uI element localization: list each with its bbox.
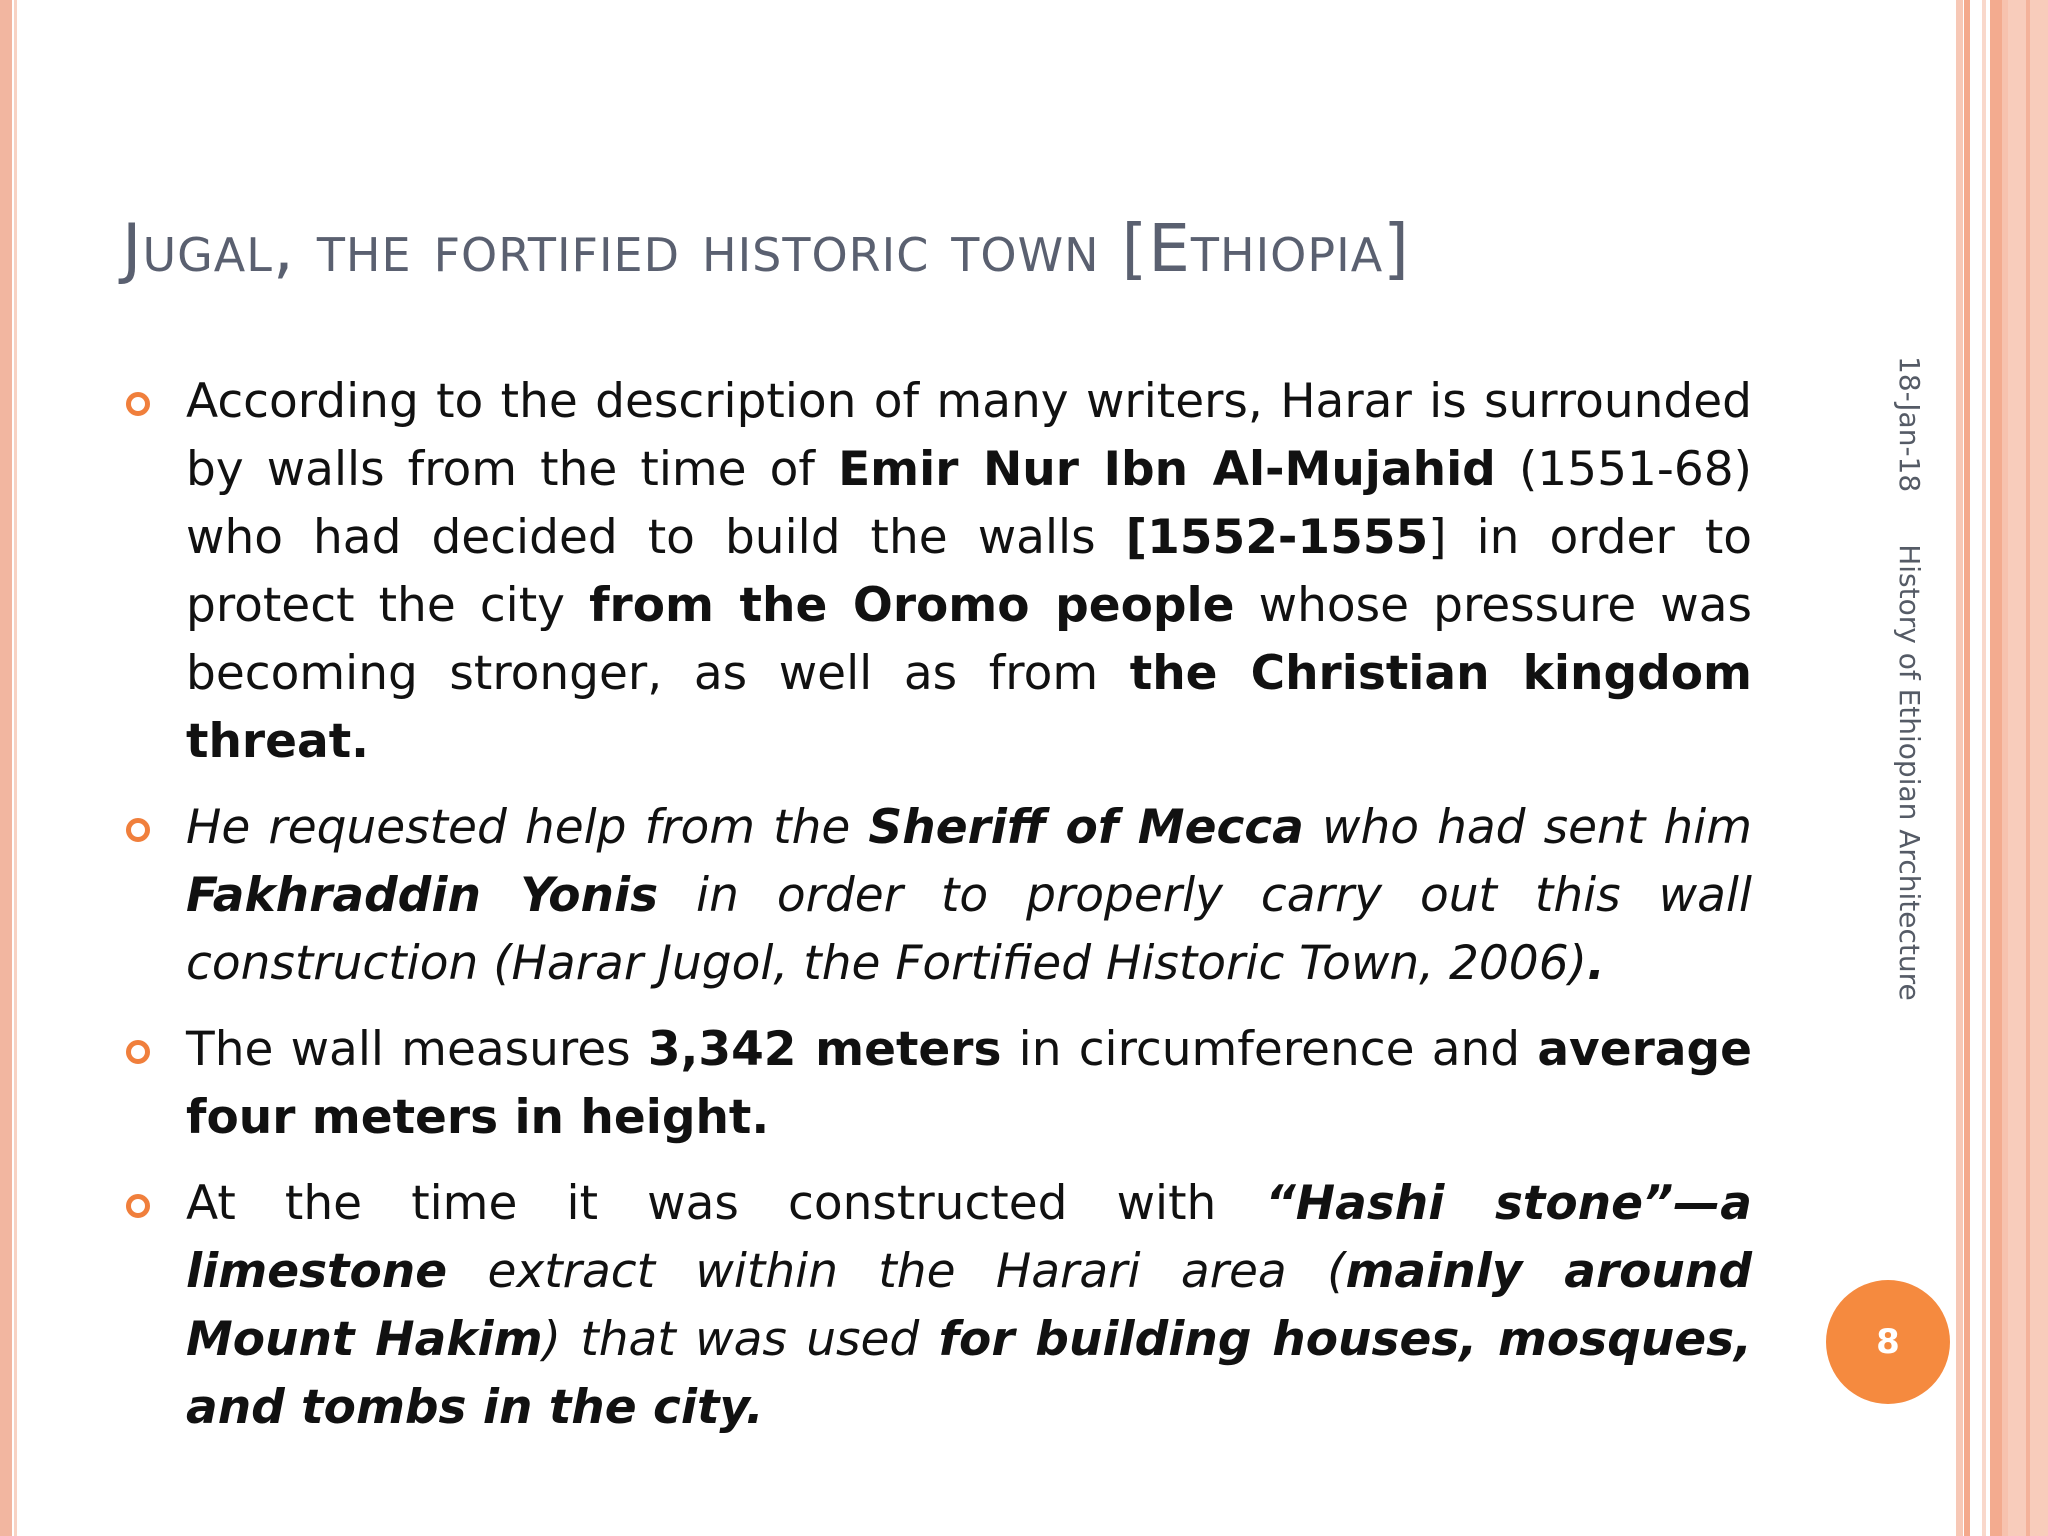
slide-date: 18-Jan-18 [1893, 356, 1926, 493]
bullet-item [122, 794, 1752, 998]
side-label [1893, 356, 1926, 1001]
slide-title: Jugal, the fortified historic town [Ethiopia] [122, 210, 1410, 287]
page-number-badge: 8 [1826, 1280, 1950, 1404]
bullet-text-run: for building houses, mosques, and tombs in the city. [186, 1312, 1752, 1435]
left-border-inner-decoration [14, 0, 17, 1536]
bullet-text-run: ] in order to protect the city [186, 510, 1753, 633]
bullet-text-run: in order to properly carry out this wall construction (Harar Jugol, the Fortified Historic Town, 2006) [186, 868, 1752, 991]
bullet-text-run: (1551-68) who had decided to build the walls [186, 442, 1752, 565]
bullet-item [122, 1016, 1752, 1152]
bullet-text-run: He requested help from the [186, 800, 869, 855]
bullet-text-run: mainly around Mount Hakim [186, 1244, 1752, 1367]
bullet-item [122, 1170, 1752, 1442]
right-stripe-decoration [1990, 0, 2002, 1536]
bullet-text-run: [1552-1555 [1125, 510, 1429, 565]
bullet-text-run: ) that was used [542, 1312, 939, 1367]
bullet-text-run: The wall measures [186, 1022, 648, 1077]
hollow-circle-bullet-icon [126, 392, 150, 416]
bullet-text-run: . [1586, 936, 1605, 991]
bullet-text-run: from the Oromo people [589, 578, 1235, 633]
bullet-text-run: Emir Nur Ibn Al-Mujahid [838, 442, 1496, 497]
right-stripe-decoration [1956, 0, 1963, 1536]
bullet-item [122, 368, 1752, 776]
bullet-text-run: extract within the Harari area ( [447, 1244, 1346, 1299]
hollow-circle-bullet-icon [126, 818, 150, 842]
slide-footer: History of Ethiopian Architecture [1893, 544, 1926, 1001]
bullet-text-run: “Hashi stone”—a limestone [186, 1176, 1752, 1299]
right-stripe-decoration [2026, 0, 2030, 1536]
bullet-text-run: Sheriff of Mecca [868, 800, 1304, 855]
bullet-text-run: According to the description of many writers, Harar is surrounded by walls from the time of [186, 374, 1752, 497]
bullet-text-run: the Christian kingdom threat. [186, 646, 1752, 769]
bullet-text-run: At the time it was constructed with [186, 1176, 1266, 1231]
right-stripe-decoration [1982, 0, 1986, 1536]
hollow-circle-bullet-icon [126, 1194, 150, 1218]
bullet-text-run: 3,342 meters [647, 1022, 1002, 1077]
bullet-text-run: average four meters in height. [186, 1022, 1752, 1145]
bullet-list [122, 368, 1752, 1460]
bullet-text-run: whose pressure was becoming stronger, as well as from [186, 578, 1752, 701]
hollow-circle-bullet-icon [126, 1040, 150, 1064]
bullet-text-run: who had sent him [1303, 800, 1752, 855]
bullet-text-run: in circumference and [1001, 1022, 1538, 1077]
right-stripe-decoration [1964, 0, 1970, 1536]
left-border-decoration [0, 0, 12, 1536]
bullet-text-run: Fakhraddin Yonis [186, 868, 659, 923]
